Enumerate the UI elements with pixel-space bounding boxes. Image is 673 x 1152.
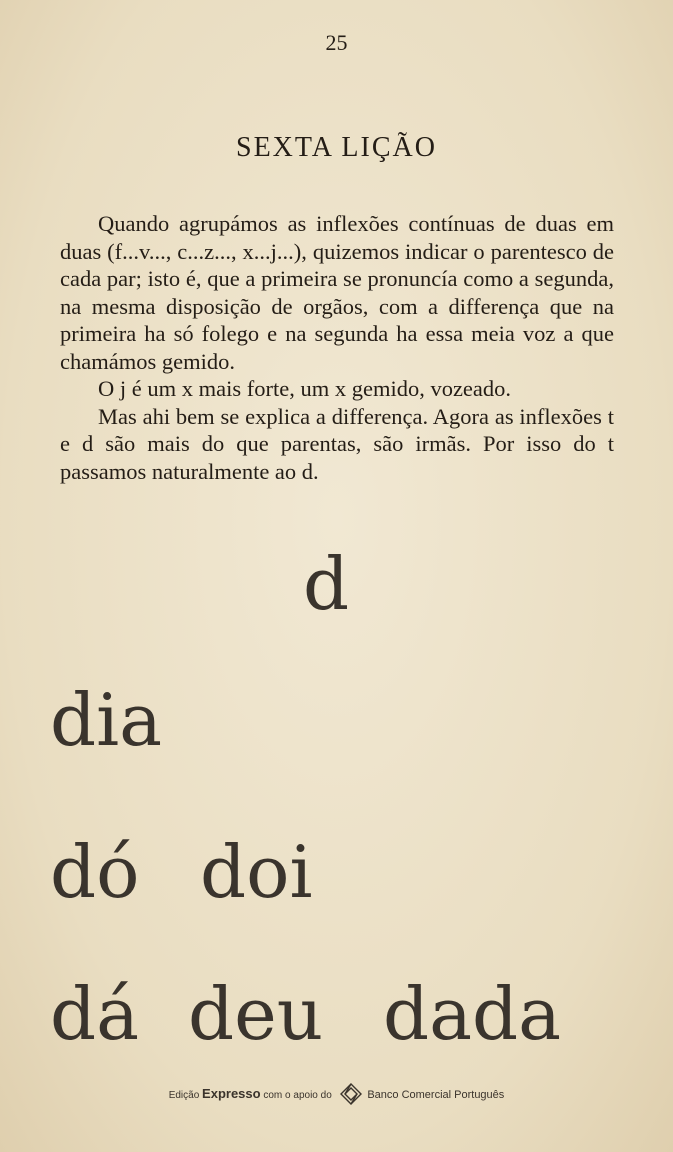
lesson-title: SEXTA LIÇÃO: [236, 132, 437, 163]
page-number: 25: [325, 30, 348, 55]
bcp-logo-icon: [339, 1082, 363, 1109]
word-doi: doi: [200, 830, 313, 914]
featured-letter: d: [303, 542, 350, 626]
word-do: dó: [50, 830, 140, 914]
footer-prefix: Edição: [168, 1090, 200, 1102]
bank-name: Banco Comercial Português: [367, 1089, 505, 1102]
publisher-footer: [0, 1082, 673, 1109]
publisher-name: Expresso: [202, 1086, 261, 1102]
word-da: dá: [50, 972, 140, 1056]
footer-middle: com o apoio do: [263, 1090, 332, 1102]
word-deu: deu: [188, 972, 324, 1056]
lesson-text: [60, 210, 614, 485]
paragraph: Mas ahi bem se explica a differença. Agora as inflexões t e d são mais do que parentas, são irmãs. Por isso do t passamos naturalmente ao d.: [60, 403, 614, 484]
paragraph: Quando agrupámos as inflexões contínuas de duas em duas (f...v..., c...z..., x...j...), quizemos indicar o parentesco de cada par; isto é, que a primeira se pronuncía como a segunda, na mesma disposição de orgãos, com a differença que na primeira ha só folego e na segunda ha essa meia voz a que chamámos gemido.: [60, 211, 614, 374]
word-dada: dada: [383, 972, 562, 1056]
word-dia: dia: [50, 678, 163, 762]
paragraph: O j é um x mais forte, um x gemido, vozeado.: [98, 376, 512, 401]
